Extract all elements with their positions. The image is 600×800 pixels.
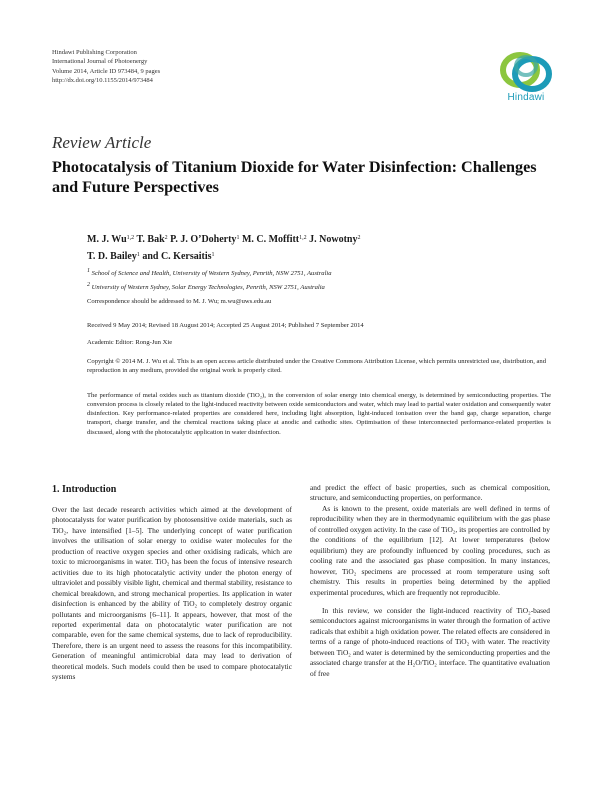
paragraph: As is known to the present, oxide materials are well defined in terms of reproducibility when they are in thermodynamic equilibrium with the gas phase of controlled oxygen activity. In the case of TiO₂, its properties are controlled by the conditions of the equilibrium [12]. At lower temperatures (below equilibrium) they are profoundly influenced by cooling procedures, such as cooling rate and the associated gas phase composition. In many instances, however, TiO₂ specimens are processed at room temperature using soft chemistry. This results in properties being determined by the applied experimental procedures, which are frequently not reproducible. bbox=[310, 503, 550, 597]
publisher-name: Hindawi Publishing Corporation bbox=[52, 49, 137, 56]
journal-name: International Journal of Photoenergy bbox=[52, 58, 148, 66]
journal-volume: Volume 2014, Article ID 973484, 9 pages bbox=[52, 67, 161, 75]
body-column-left bbox=[52, 505, 292, 683]
author: C. Kersaitis$^1$ bbox=[160, 250, 215, 262]
author: T. Bak$^2$ bbox=[136, 234, 168, 245]
paper-title: Photocatalysis of Titanium Dioxide for Water Disinfection: Challenges and Future Perspectives bbox=[52, 158, 537, 196]
journal-info bbox=[52, 48, 160, 86]
logo-wordmark: Hindawi bbox=[507, 92, 545, 103]
correspondence: Correspondence should be addressed to M. J. Wu; m.wu@uws.edu.au bbox=[87, 298, 272, 305]
copyright-notice: Copyright © 2014 M. J. Wu et al. This is an open access article distributed under the Creative Commons Attribution License, which permits unrestricted use, distribution, and reproduction in any medium, provided the original work is properly cited. bbox=[87, 358, 547, 375]
author: J. Nowotny$^2$ bbox=[309, 234, 361, 245]
abstract: The performance of metal oxides such as titanium dioxide (TiO₂), in the conversion of solar energy into chemical energy, is determined by semiconducting properties. The conversion process is closely related to the light-induced reactivity between oxide semiconductors and water, which may lead to partial water oxidation and consequently water disinfection. Key performance-related properties are considered here, including light absorption, light-induced ionisation over the band gap, charge separation, charge transport, charge transfer, and the chemical reactions taking place at anodic and cathodic sites. Optimisation of these interconnected performance-related properties is discussed, along with the photocatalytic application in water disinfection. bbox=[87, 392, 551, 436]
publication-dates: Received 9 May 2014; Revised 18 August 2014; Accepted 25 August 2014; Published 7 September 2014 bbox=[87, 322, 364, 329]
author: T. D. Bailey$^1$ bbox=[87, 250, 140, 262]
affiliation: $^1$ School of Science and Health, University of Western Sydney, Penrith, NSW 2751, Australia bbox=[87, 268, 332, 277]
affiliation: $^2$ University of Western Sydney, Solar Energy Technologies, Penrith, NSW 2751, Australia bbox=[87, 281, 325, 291]
author: P. J. O’Doherty$^1$ bbox=[170, 234, 240, 245]
section-heading: 1. Introduction bbox=[52, 484, 117, 495]
academic-editor: Academic Editor: Rong-Jun Xie bbox=[87, 339, 173, 346]
author-list: M. J. Wu$^{1,2}$ T. Bak$^2$ P. J. O’Doherty$^1$ M. C. Moffitt$^{1,2}$ J. Nowotny$^2$ T. D. Bailey$^1$ and C. Kersaitis$^1$ bbox=[87, 234, 361, 262]
body-column-right bbox=[310, 483, 550, 679]
journal-doi[interactable]: http://dx.doi.org/10.1155/2014/973484 bbox=[52, 77, 153, 85]
paragraph: and predict the effect of basic properties, such as chemical composition, structure, and semiconducting properties, on performance. bbox=[310, 483, 550, 503]
author: M. J. Wu$^{1,2}$ bbox=[87, 234, 135, 245]
affiliations bbox=[87, 266, 547, 294]
article-type: Review Article bbox=[52, 133, 152, 152]
paragraph: Over the last decade research activities which aimed at the development of photocatalysts for water purification by photosensitive oxide materials, such as TiO₂, have intensified [1–5]. The underlying concept of water purification involves the utilisation of solar energy to oxidise water molecules for the production of reactive oxygen species and other oxidising radicals, which are toxic to microorganisms in water. TiO₂ has been the focus of intensive research activities due to its high photocatalytic activity under the photon energy of ultraviolet and possibly visible light, chemical and thermal stability, resistance to chemical breakdown, and strong mechanical properties. Its application in water disinfection is enhanced by the ability of TiO₂ to completely destroy organic pollutants and microorganisms [6–11]. It appears, however, that most of the reported experimental data on photocatalytic water purification are not comparable, even for the same chemical systems, due to lack of reproducibility. Therefore, there is an urgent need to assess the reasons for this incompatibility. Generation of meaningful antimicrobial data may lead to derivation of theoretical models. Such models could then be used to compare photocatalytic systems bbox=[52, 505, 292, 682]
author: M. C. Moffitt$^{1,2}$ bbox=[241, 234, 307, 245]
paragraph: In this review, we consider the light-induced reactivity of TiO₂-based semiconductors against microorganisms in water through the formation of active radicals that exhibit a high oxidation power. The related effects are considered in terms of a range of photo-induced reactions of TiO₂ with water. The reactivity between TiO₂ and water is determined by the semiconducting properties and the associated charge transfer at the H₂O/TiO₂ interface. The quantitative evaluation of free bbox=[310, 605, 550, 678]
